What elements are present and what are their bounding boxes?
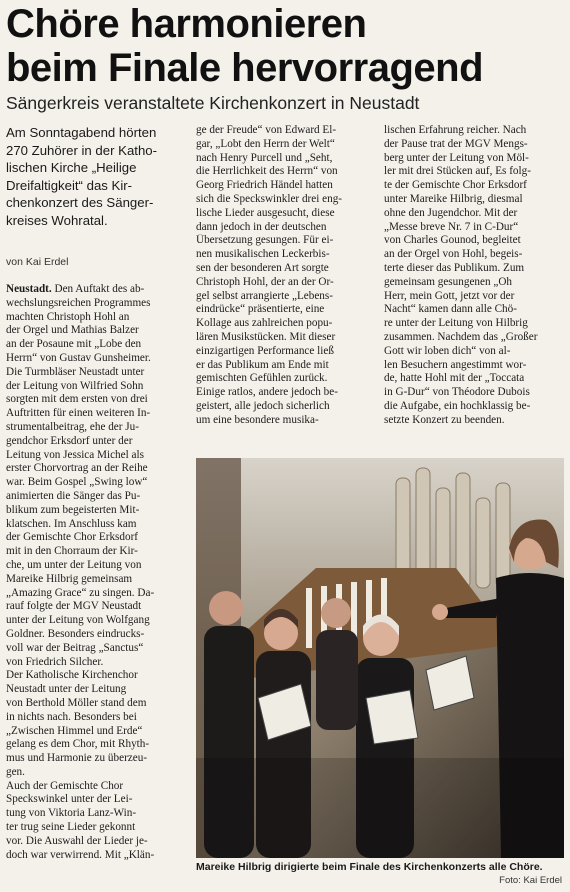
column-line: mus und Harmonie zu überzeu- [6, 752, 148, 765]
column-line: Georg Friedrich Händel hatten [196, 179, 333, 192]
column-line: ter trug seine Lieder gekonnt [6, 821, 136, 834]
column-line: „Amazing Grace“ zu singen. Da- [6, 586, 155, 599]
column-line: Auch der Gemischte Chor [6, 779, 124, 792]
column-line: gel selbst arrangierte „Lebens- [196, 289, 333, 302]
column-line: len Besuchern angestimmt wor- [384, 358, 527, 371]
photo-caption: Mareike Hilbrig dirigierte beim Finale des Kirchenkonzerts alle Chöre. [196, 861, 543, 873]
column-line: ge der Freude“ von Edward El- [196, 124, 337, 136]
subheadline: Sängerkreis veranstaltete Kirchenkonzert in Neustadt [6, 93, 420, 113]
column-line: blikum zum begeisterten Mit- [6, 503, 140, 516]
column-line: gelang es dem Chor, mit Rhyth- [6, 738, 150, 751]
column-line: re unter der Leitung von Hilbrig [384, 317, 528, 330]
column-line: gar, „Lobt den Herrn der Welt“ [196, 137, 335, 150]
column-line: geistert, alle jedoch sicherlich [196, 399, 330, 412]
column-line: terte dieser das Publikum. Zum [384, 261, 525, 274]
lead-line: kreises Wohratal. [6, 212, 108, 228]
column-line: „Zwischen Himmel und Erde“ [6, 724, 143, 737]
column-line: lischen Erfahrung reicher. Nach [384, 124, 527, 136]
column-line: zusammen. Nachdem das „Großer [384, 330, 538, 343]
column-line: gemeinsam gesungenen „Oh [384, 275, 512, 288]
column-line: unter der Leitung von Wolfgang [6, 614, 150, 627]
column-line: er das Publikum am Ende mit [196, 358, 329, 371]
article-column-1 [6, 283, 186, 862]
column-line: rauf folgte der MGV Neustadt [6, 600, 142, 613]
column-line: in G-Dur“ von Théodore Dubois [384, 386, 530, 399]
column-line: „Messe breve Nr. 7 in C-Dur“ [384, 220, 519, 233]
column-line: Kollage aus zahlreichen popu- [196, 317, 333, 330]
headline [6, 2, 566, 90]
column-line: ler mit drei Stücken auf, Es folg- [384, 165, 531, 178]
column-line [6, 283, 186, 297]
column-line: te der Gemischte Chor Erksdorf [384, 179, 527, 192]
column-line: an der Orgel von Hohl, begeis- [384, 248, 523, 261]
column-line: sich die Speckswinkler drei eng- [196, 192, 343, 205]
column-line: Der Katholische Kirchenchor [6, 669, 138, 682]
column-line: gemischten Gefühlen zurück. [196, 372, 328, 385]
column-line: nen musikalischen Leckerbis- [196, 248, 330, 261]
lead-line: Dreifaltigkeit“ das Kir- [6, 177, 133, 193]
column-line: Christoph Hohl, der an der Or- [196, 275, 334, 288]
column-line: einzigartigen Performance ließ [196, 344, 334, 357]
column-line: nach Henry Purcell und „Seht, [196, 151, 333, 164]
column-line: an der Posaune mit „Lobe den [6, 338, 142, 351]
column-line: der Gemischte Chor Erksdorf [6, 531, 139, 544]
column-line: um eine besondere musika- [196, 413, 319, 426]
column-line: Auftritten für einen weiteren In- [6, 407, 151, 420]
lead-line: lischen Kirche „Heilige [6, 160, 137, 176]
column-line: Goldner. Besonders eindrucks- [6, 627, 145, 640]
article-column-3 [384, 124, 564, 428]
photo-credit: Foto: Kai Erdel [499, 875, 562, 886]
lead-line: Am Sonntagabend hörten [6, 125, 157, 140]
column-line: war. Beim Gospel „Swing low“ [6, 476, 148, 489]
column-line: Herrn“ von Gustav Gunsheimer. [6, 351, 151, 364]
column-line: von Friedrich Silcher. [6, 655, 104, 668]
byline: von Kai Erdel [6, 256, 69, 268]
column-line: klatschen. Im Anschluss kam [6, 517, 137, 530]
column-line: Leitung von Jessica Michel als [6, 448, 144, 461]
column-line-text: Den Auftakt des ab- [51, 283, 145, 295]
column-line: unter Mareike Hilbrig, diesmal [384, 192, 523, 205]
column-line: voll war der Beitrag „Sanctus“ [6, 641, 144, 654]
column-line: von Berthold Möller stand dem [6, 696, 147, 709]
column-line: Nacht“ kamen dann alle Chö- [384, 303, 517, 316]
column-line: lären Musikstücken. Mit dieser [196, 330, 336, 343]
lead-paragraph [6, 124, 186, 230]
column-line: wechslungsreichen Programmes [6, 296, 151, 309]
lead-line: 270 Zuhörer in der Katho- [6, 142, 158, 158]
headline-line-2: beim Finale hervorragend [6, 46, 484, 90]
column-line: Herr, mein Gott, jetzt vor der [384, 289, 515, 302]
column-line: che, um unter der Leitung von [6, 558, 142, 571]
column-line: Speckswinkel unter der Lei- [6, 793, 133, 806]
column-line: in nichts nach. Besonders bei [6, 710, 137, 723]
column-line: Mareike Hilbrig gemeinsam [6, 572, 133, 585]
column-line: gendchor Erksdorf unter der [6, 434, 133, 447]
column-line: berg unter der Leitung von Möl- [384, 151, 529, 164]
column-line: ohne den Jugendchor. Mit der [384, 206, 518, 219]
column-line: dann jedoch in der deutschen [196, 220, 327, 233]
column-line: eindrücke“ präsentierte, eine [196, 303, 325, 316]
column-line: der Pause trat der MGV Mengs- [384, 137, 528, 150]
headline-line-1: Chöre harmonieren [6, 2, 367, 46]
article-column-2 [196, 124, 372, 428]
column-line: setzte Konzert zu beenden. [384, 413, 505, 426]
column-line: mit in den Chorraum der Kir- [6, 545, 138, 558]
column-line: strumentalbeitrag, ehe der Ju- [6, 420, 139, 433]
column-line: Gott wir loben dich“ von al- [384, 344, 511, 357]
column-line: doch war verwirrend. Mit „Klän- [6, 848, 155, 861]
column-line: sen der besonderen Art sorgte [196, 261, 329, 274]
column-line: de, hatte Hohl mit der „Toccata [384, 372, 525, 385]
column-line: der Orgel und Mathias Balzer [6, 324, 139, 337]
lead-line: chenkonzert des Sänger- [6, 195, 154, 211]
dateline: Neustadt. [6, 283, 52, 295]
column-line: animierten die Sänger das Pu- [6, 489, 141, 502]
concert-photo [196, 458, 564, 858]
column-line: lische Lieder ausgesucht, diese [196, 206, 335, 219]
column-line: Einige ratlos, andere jedoch be- [196, 386, 338, 399]
column-line: machten Christoph Hohl an [6, 310, 130, 323]
column-line: vor. Die Auswahl der Lieder je- [6, 834, 148, 847]
column-line: Die Turmbläser Neustadt unter [6, 365, 145, 378]
column-line: der Leitung von Wilfried Sohn [6, 379, 144, 392]
column-line: von Charles Gounod, begleitet [384, 234, 521, 247]
column-line: Übersetzung gesungen. Für ei- [196, 234, 334, 247]
column-line: sorgten mit dem ersten von drei [6, 393, 148, 406]
column-line: tung von Viktoria Lanz-Win- [6, 807, 137, 820]
column-line: die Herrlichkeit des Herrn“ von [196, 165, 338, 178]
column-line: Neustadt unter der Leitung [6, 683, 127, 696]
column-line: erster Chorvortrag an der Reihe [6, 462, 148, 475]
column-line: die Aufgabe, ein hochklassig be- [384, 399, 531, 412]
column-line: gen. [6, 765, 25, 778]
